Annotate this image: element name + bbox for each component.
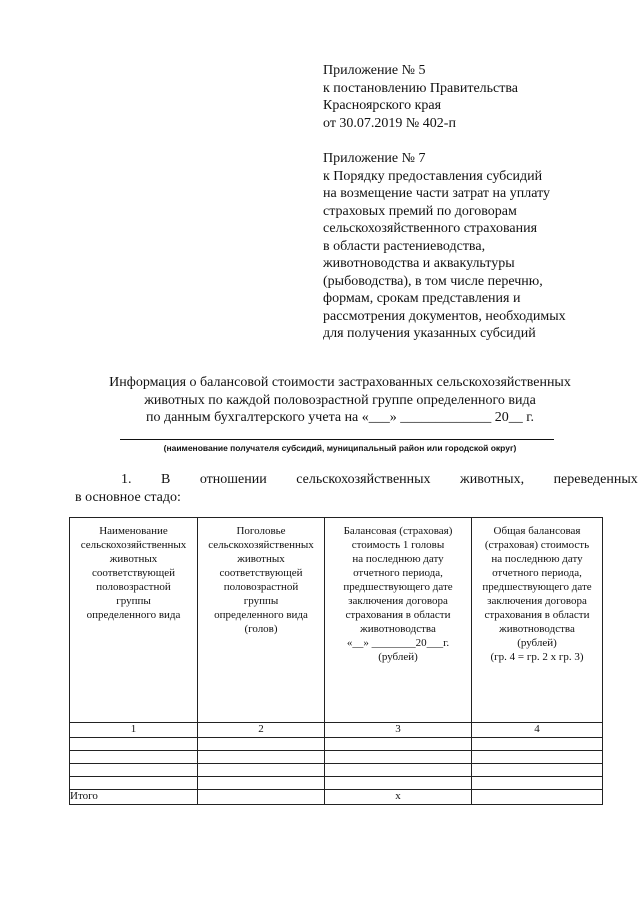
total-x-mark: х	[325, 790, 472, 805]
header-line: отчетного периода,	[492, 567, 582, 579]
header-line: животноводства	[360, 623, 436, 635]
table-cell	[325, 751, 472, 764]
header-line: «__» ________20___г.	[346, 637, 450, 649]
appendix-7-line: сельскохозяйственного страхования	[323, 221, 538, 236]
header-line: Наименование	[99, 525, 168, 537]
header-line: стоимость 1 головы	[351, 539, 445, 551]
table-cell	[325, 777, 472, 790]
header-line: страхования в области	[484, 609, 590, 621]
title-line: животных по каждой половозрастной группе определенного вида	[144, 392, 536, 408]
column-number-row	[70, 723, 603, 738]
header-line: на последнюю дату	[491, 553, 583, 565]
section-1-line-1: 1. В отношении сельскохозяйственных животных, переведенных	[121, 472, 638, 487]
column-header-3	[325, 518, 472, 723]
header-line: заключения договора	[348, 595, 448, 607]
header-line: животных	[237, 553, 285, 565]
table-cell	[198, 777, 325, 790]
table-cell	[325, 738, 472, 751]
header-line: на последнюю дату	[352, 553, 444, 565]
header-line: (голов)	[244, 623, 278, 635]
table-cell	[472, 751, 603, 764]
header-line: половозрастной	[96, 581, 171, 593]
header-line: определенного вида	[214, 609, 308, 621]
appendix-7-line: на возмещение части затрат на уплату	[323, 186, 551, 201]
appendix-7-line: для получения указанных субсидий	[323, 326, 536, 341]
header-line: предшествующего дате	[482, 581, 592, 593]
appendix-7-line: формам, срокам представления и	[323, 291, 521, 306]
header-line: предшествующего дате	[343, 581, 453, 593]
appendix-7-line: страховых премий по договорам	[323, 203, 517, 219]
table-row	[70, 764, 603, 777]
appendix-7-line: (рыбоводства), в том числе перечню,	[323, 273, 543, 289]
header-line: страхования в области	[345, 609, 451, 621]
header-line: соответствующей	[219, 567, 303, 579]
table-cell	[70, 777, 198, 790]
column-number: 1	[70, 723, 198, 738]
section-1	[75, 471, 638, 507]
table-cell	[70, 764, 198, 777]
table-row	[70, 738, 603, 751]
column-number: 3	[325, 723, 472, 738]
appendix-5-line: Красноярского края	[323, 98, 442, 113]
appendix-7-line: Приложение № 7	[323, 151, 426, 166]
appendix-5-line: от 30.07.2019 № 402-п	[323, 115, 456, 131]
table-row	[70, 777, 603, 790]
column-number: 4	[472, 723, 603, 738]
header-line: Общая балансовая	[493, 525, 581, 537]
column-header-4	[472, 518, 603, 723]
header-line: (страховая) стоимость	[484, 539, 590, 551]
table-cell	[198, 751, 325, 764]
total-label: Итого	[70, 790, 198, 805]
header-line: Балансовая (страховая)	[343, 525, 453, 537]
column-number: 2	[198, 723, 325, 738]
appendix-5-line: к постановлению Правительства	[323, 80, 519, 96]
table-cell	[70, 738, 198, 751]
header-line: (рублей)	[517, 637, 557, 649]
header-line: сельскохозяйственных	[208, 539, 314, 551]
title-line: Информация о балансовой стоимости застрахованных сельскохозяйственных	[109, 375, 571, 390]
header-line: определенного вида	[86, 609, 181, 621]
recipient-underline	[120, 439, 554, 440]
title-line: по данным бухгалтерского учета на «___» _____________ 20__ г.	[146, 410, 534, 425]
header-line: сельскохозяйственных	[80, 539, 187, 551]
header-line: группы	[243, 595, 279, 607]
total-row	[70, 790, 603, 805]
header-line: (гр. 4 = гр. 2 х гр. 3)	[490, 651, 584, 663]
table-cell	[70, 751, 198, 764]
total-cell	[198, 790, 325, 805]
header-line: (рублей)	[378, 651, 418, 663]
appendix-7-line: рассмотрения документов, необходимых	[323, 308, 566, 324]
table-cell	[472, 738, 603, 751]
appendix-7-line: в области растениеводства,	[323, 238, 486, 254]
appendix-7-line: животноводства и аквакультуры	[323, 256, 515, 271]
appendix-7-line: к Порядку предоставления субсидий	[323, 168, 543, 184]
appendix-7-block	[323, 150, 566, 343]
table-cell	[472, 777, 603, 790]
header-line: животноводства	[499, 623, 575, 635]
table-cell	[472, 764, 603, 777]
total-cell	[472, 790, 603, 805]
header-line: группы	[116, 595, 151, 607]
header-line: Поголовье	[236, 525, 286, 537]
table-cell	[198, 764, 325, 777]
livestock-table	[69, 517, 603, 805]
table-row	[70, 751, 603, 764]
recipient-caption: (наименование получателя субсидий, муниципальный район или городской округ)	[163, 443, 517, 453]
header-line: соответствующей	[92, 567, 175, 579]
header-line: отчетного периода,	[353, 567, 443, 579]
section-1-line-2: в основное стадо:	[75, 490, 181, 505]
column-header-2	[198, 518, 325, 723]
appendix-5-line: Приложение № 5	[323, 63, 426, 78]
table-cell	[325, 764, 472, 777]
table-header-row	[70, 518, 603, 723]
header-line: заключения договора	[487, 595, 587, 607]
column-header-1	[70, 518, 198, 723]
appendix-5-block	[323, 62, 518, 132]
table-cell	[198, 738, 325, 751]
header-line: половозрастной	[223, 581, 299, 593]
header-line: животных	[109, 553, 158, 565]
document-title	[60, 374, 620, 427]
